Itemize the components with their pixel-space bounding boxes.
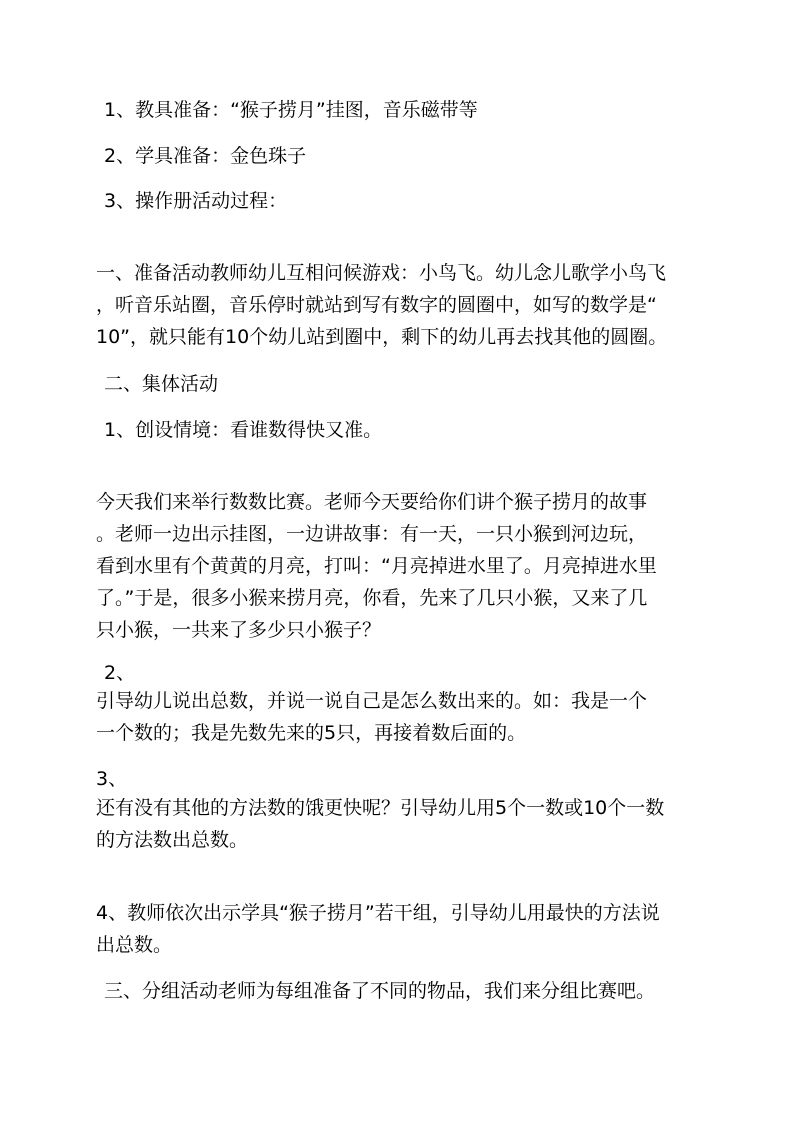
section-heading: 三、分组活动老师为每组准备了不同的物品，我们来分组比赛吧。: [104, 980, 656, 1002]
text-line: 还有没有其他的方法数的饿更快呢？引导幼儿用5个一数或10个一数: [96, 797, 665, 819]
text-line: 。老师一边出示挂图，一边讲故事：有一天，一只小猴到河边玩，: [96, 523, 648, 545]
section-heading: 二、集体活动: [104, 373, 219, 395]
text-line: 3、操作册活动过程：: [104, 190, 288, 212]
text-line: 只小猴，一共来了多少只小猴子？: [96, 619, 382, 641]
text-line: 今天我们来举行数数比赛。老师今天要给你们讲个猴子捞月的故事: [96, 491, 648, 513]
text-line: 出总数。: [96, 934, 173, 956]
text-line: 的方法数出总数。: [96, 829, 249, 851]
text-line: 4、教师依次出示学具“猴子捞月”若干组，引导幼儿用最快的方法说: [96, 902, 660, 924]
text-line: 一个数的；我是先数先来的5只，再接着数后面的。: [96, 722, 527, 744]
text-line: 2、学具准备：金色珠子: [104, 145, 307, 167]
text-line: 一、准备活动教师幼儿互相问候游戏：小鸟飞。幼儿念儿歌学小鸟飞: [96, 262, 667, 284]
text-line: 看到水里有个黄黄的月亮，打叫：“月亮掉进水里了。月亮掉进水里: [96, 555, 657, 577]
text-line: 引导幼儿说出总数，并说一说自己是怎么数出来的。如：我是一个: [96, 690, 648, 712]
text-line: 了。”于是，很多小猴来捞月亮，你看，先来了几只小猴，又来了几: [96, 587, 648, 609]
text-line: 2、: [104, 662, 136, 684]
text-line: 3、: [96, 768, 128, 790]
text-line: 1、教具准备：“猴子捞月”挂图，音乐磁带等: [104, 99, 478, 121]
text-line: ，听音乐站圈，音乐停时就站到写有数字的圆圈中，如写的数学是“: [96, 294, 657, 316]
text-line: 1、创设情境：看谁数得快又准。: [104, 419, 383, 441]
text-line: 10”，就只能有10个幼儿站到圈中，剩下的幼儿再去找其他的圆圈。: [96, 326, 668, 348]
